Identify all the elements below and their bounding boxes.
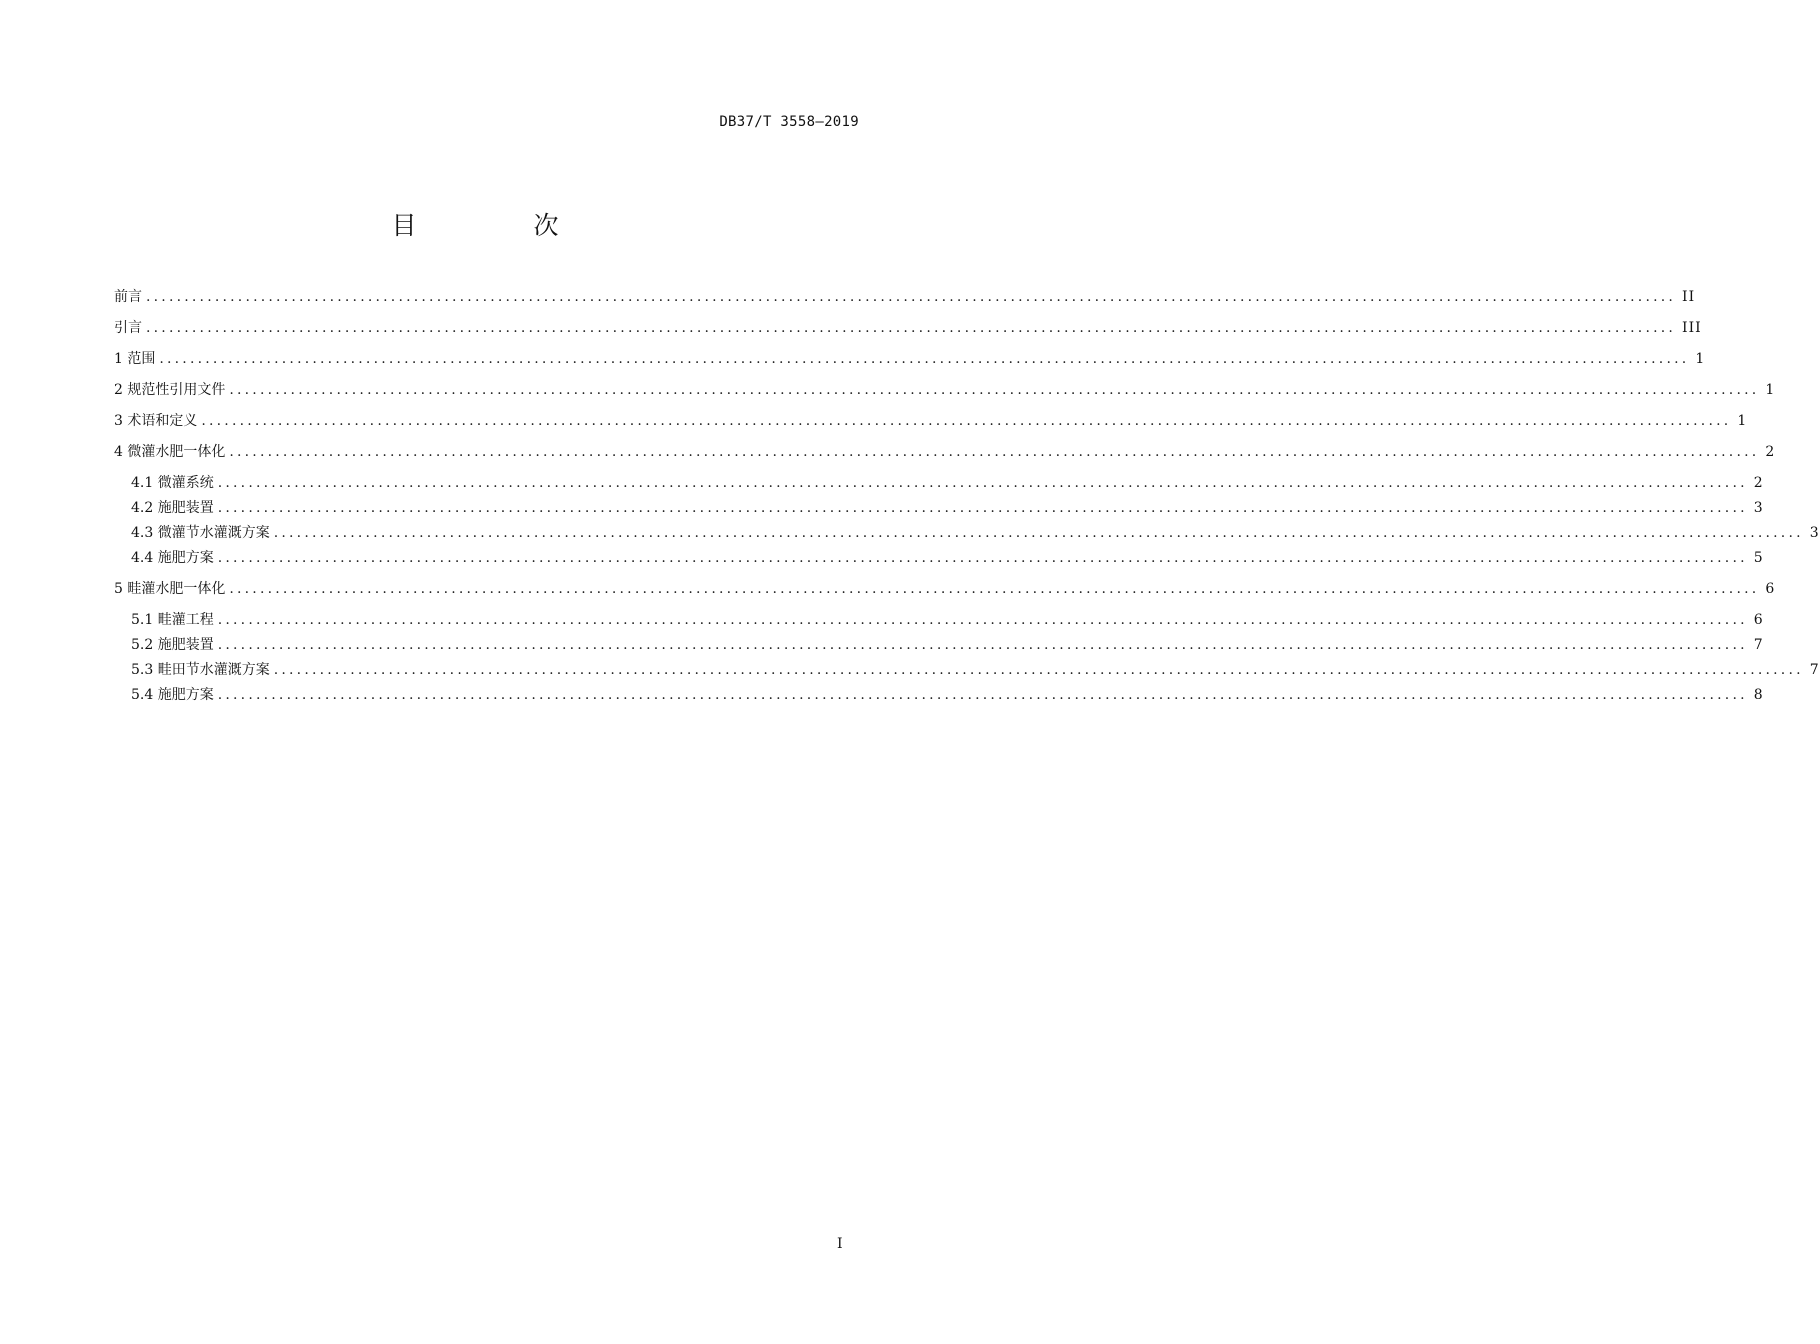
toc-leader-dots: ........................................................................................................................................................................................................ <box>273 662 1804 678</box>
page-title: 目 次 <box>391 211 605 240</box>
toc-entry-number: 5.1 <box>131 612 158 628</box>
toc-entry-page: 2 <box>1765 444 1776 460</box>
toc-entry[interactable] <box>114 316 1702 340</box>
toc-entry[interactable] <box>114 577 1776 601</box>
toc-entry-label: 前言 <box>114 289 142 305</box>
page-number: I <box>837 1236 843 1252</box>
toc-entry-label: 施肥方案 <box>157 550 214 566</box>
toc-entry[interactable] <box>114 658 1820 682</box>
toc-entry-label: 施肥装置 <box>157 500 214 516</box>
toc-entry-number: 5.2 <box>131 637 158 653</box>
toc-leader-dots: ........................................................................................................................................................................................................ <box>229 382 1760 398</box>
toc-leader-dots: ........................................................................................................................................................................................................ <box>217 612 1748 628</box>
toc-entry-number: 4 <box>114 444 128 460</box>
toc-entry[interactable] <box>114 347 1706 371</box>
toc-leader-dots: ........................................................................................................................................................................................................ <box>217 500 1748 516</box>
toc-entry-page: 3 <box>1753 500 1764 516</box>
toc-entry-number: 5.4 <box>131 687 158 703</box>
toc-entry-number: 4.4 <box>131 550 158 566</box>
toc-leader-dots: ........................................................................................................................................................................................................ <box>217 475 1748 491</box>
toc-entry[interactable] <box>114 633 1764 657</box>
toc-entry-label: 范围 <box>127 351 156 367</box>
toc-leader-dots: ........................................................................................................................................................................................................ <box>273 525 1804 541</box>
toc-entry-page: 1 <box>1737 413 1748 429</box>
toc-entry-page: III <box>1682 320 1702 336</box>
toc-entry-number: 3 <box>114 413 128 429</box>
toc-entry[interactable] <box>114 378 1776 402</box>
toc-entry-number: 4.3 <box>131 525 158 541</box>
toc-entry-page: 2 <box>1753 475 1764 491</box>
toc-entry-page: 1 <box>1765 382 1776 398</box>
toc-leader-dots: ........................................................................................................................................................................................................ <box>146 320 1677 336</box>
table-of-contents <box>114 285 1820 707</box>
toc-entry-label: 引言 <box>114 320 142 336</box>
toc-entry[interactable] <box>114 496 1764 520</box>
toc-leader-dots: ........................................................................................................................................................................................................ <box>217 550 1748 566</box>
toc-entry-page: 7 <box>1753 637 1764 653</box>
toc-entry[interactable] <box>114 409 1748 433</box>
toc-entry-page: 3 <box>1809 525 1820 541</box>
toc-leader-dots: ........................................................................................................................................................................................................ <box>159 351 1690 367</box>
toc-entry-number: 5 <box>114 581 128 597</box>
toc-entry-label: 畦灌水肥一体化 <box>127 581 226 597</box>
toc-entry-label: 微灌节水灌溉方案 <box>157 525 270 541</box>
toc-leader-dots: ........................................................................................................................................................................................................ <box>217 637 1748 653</box>
toc-entry-number: 4.2 <box>131 500 158 516</box>
toc-entry[interactable] <box>114 546 1764 570</box>
toc-entry-number: 2 <box>114 382 128 398</box>
toc-entry[interactable] <box>114 285 1696 309</box>
toc-entry-page: 7 <box>1809 662 1820 678</box>
toc-entry-number: 4.1 <box>131 475 158 491</box>
toc-entry[interactable] <box>114 521 1820 545</box>
toc-entry-label: 畦田节水灌溉方案 <box>157 662 270 678</box>
toc-leader-dots: ........................................................................................................................................................................................................ <box>229 581 1760 597</box>
toc-leader-dots: ........................................................................................................................................................................................................ <box>229 444 1760 460</box>
toc-entry-page: 8 <box>1753 687 1764 703</box>
toc-entry-label: 畦灌工程 <box>157 612 214 628</box>
toc-entry-label: 微灌系统 <box>157 475 214 491</box>
toc-leader-dots: ........................................................................................................................................................................................................ <box>217 687 1748 703</box>
toc-entry-number: 5.3 <box>131 662 158 678</box>
standard-code: DB37/T 3558—2019 <box>719 114 859 130</box>
toc-entry-label: 规范性引用文件 <box>127 382 226 398</box>
toc-leader-dots: ........................................................................................................................................................................................................ <box>201 413 1732 429</box>
toc-entry-page: 1 <box>1695 351 1706 367</box>
toc-entry[interactable] <box>114 683 1764 707</box>
toc-entry-number: 1 <box>114 351 128 367</box>
toc-entry-label: 术语和定义 <box>127 413 198 429</box>
toc-entry-label: 施肥方案 <box>157 687 214 703</box>
toc-entry-page: 6 <box>1765 581 1776 597</box>
toc-entry-label: 施肥装置 <box>157 637 214 653</box>
toc-entry-page: 6 <box>1753 612 1764 628</box>
toc-entry-label: 微灌水肥一体化 <box>127 444 226 460</box>
toc-leader-dots: ........................................................................................................................................................................................................ <box>146 289 1677 305</box>
toc-entry[interactable] <box>114 471 1764 495</box>
toc-entry[interactable] <box>114 440 1776 464</box>
toc-entry-page: 5 <box>1753 550 1764 566</box>
toc-entry-page: II <box>1682 289 1696 305</box>
toc-entry[interactable] <box>114 608 1764 632</box>
